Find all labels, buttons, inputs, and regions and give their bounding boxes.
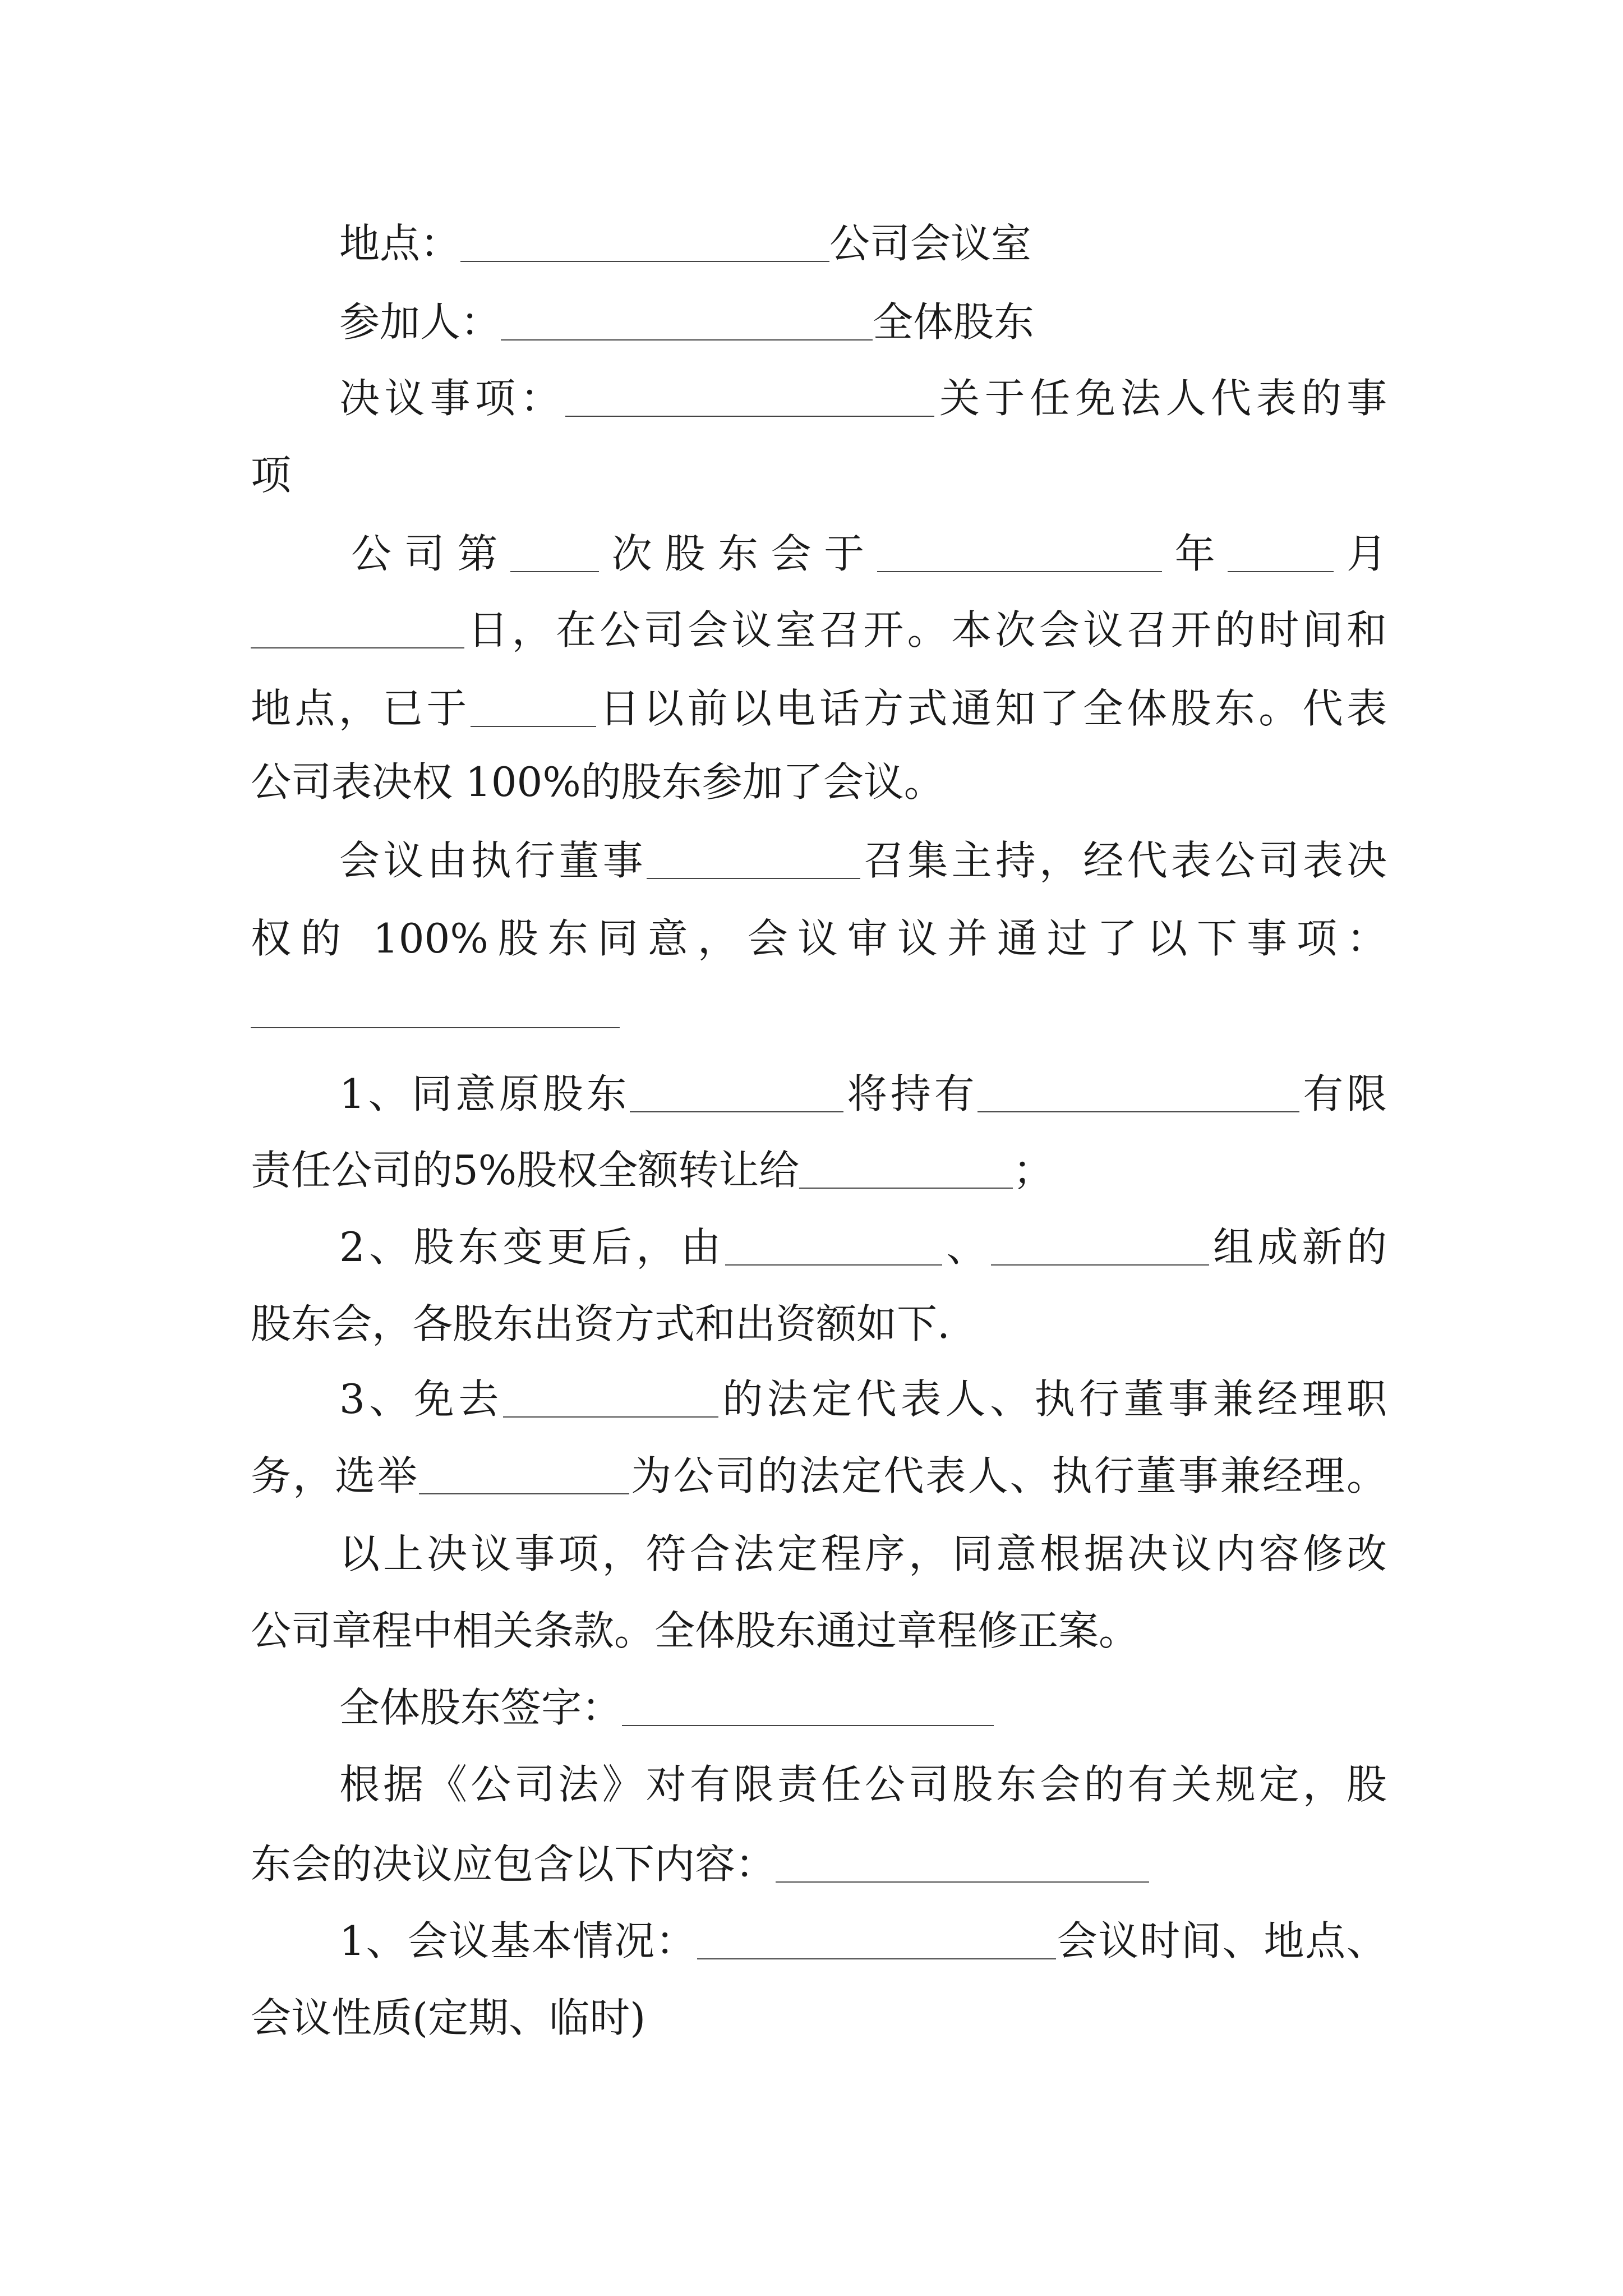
blank-line: [877, 537, 1162, 572]
line-text: 地点，已于: [251, 685, 471, 732]
doc-line: [251, 680, 1387, 737]
line-text: 3、免去: [339, 1375, 503, 1423]
item-3-line: [339, 1371, 1387, 1427]
line-text: 1、会议基本情况：: [339, 1917, 697, 1964]
doc-line: [339, 832, 1387, 889]
location-label: 地点：: [339, 220, 461, 267]
line-text: 的法定代表人、执行董事兼经理职: [718, 1375, 1387, 1423]
line-text: 权的 100%股东同意，会议审议并通过了以下事项：: [251, 915, 1387, 962]
line-text: 公司章程中相关条款。全体股东通过章程修正案。: [251, 1607, 1140, 1654]
doc-line: [251, 754, 1387, 810]
doc-line: [251, 910, 1387, 967]
attendees-line: [339, 294, 1387, 350]
resolution-matter-line: [339, 370, 1387, 426]
doc-line: [251, 447, 1387, 503]
blank-line: [647, 844, 860, 879]
blank-line: [776, 1848, 1149, 1883]
line-text: 东会的决议应包含以下内容：: [251, 1841, 776, 1888]
line-text: ；: [1013, 1147, 1054, 1194]
line-text: 务，选举: [251, 1452, 419, 1499]
blank-line: [697, 1925, 1056, 1959]
item-2-line: [339, 1219, 1387, 1275]
line-text: 有限: [1299, 1070, 1387, 1117]
line-text: 月: [1334, 530, 1387, 577]
line-text: 次股东会于: [599, 530, 877, 577]
line-text: 将持有: [843, 1070, 978, 1117]
line-text: 以上决议事项，符合法定程序，同意根据决议内容修改: [339, 1530, 1387, 1577]
item-1-line: [339, 1066, 1387, 1122]
line-text: 会议由执行董事: [339, 837, 647, 884]
blank-line: [503, 1383, 718, 1418]
blank-line: [630, 1078, 843, 1112]
line-text: 为公司的法定代表人、执行董事兼经理。: [629, 1452, 1387, 1499]
line-text: 2、股东变更后，由: [339, 1223, 725, 1271]
line-text: 会议时间、地点、: [1055, 1917, 1387, 1964]
blank-line: [460, 227, 829, 262]
line-text: 1、同意原股东: [339, 1070, 630, 1117]
blank-line: [799, 1154, 1013, 1189]
blank-line: [471, 692, 596, 727]
location-value: 公司会议室: [829, 220, 1032, 267]
line-text: 、: [942, 1223, 991, 1271]
line-text: 股东会，各股东出资方式和出资额如下.: [251, 1300, 950, 1347]
attendees-label: 参加人：: [339, 298, 501, 346]
line-text: 组成新的: [1209, 1223, 1387, 1271]
doc-line: [251, 1296, 1387, 1352]
blank-line: [622, 1691, 994, 1726]
location-line: [339, 215, 1387, 272]
line-text: 日以前以电话方式通知了全体股东。代表: [596, 685, 1387, 732]
signature-line: [339, 1680, 1387, 1736]
doc-line: [251, 982, 1387, 1038]
blank-line: [725, 1231, 942, 1266]
doc-line: [251, 1448, 1387, 1504]
doc-line: [251, 1836, 1387, 1892]
doc-line: [251, 602, 1387, 658]
doc-line: [251, 1990, 1387, 2046]
resolution-matter-label: 决议事项：: [339, 375, 566, 422]
doc-line: [339, 1526, 1387, 1582]
line-text: 项: [251, 452, 292, 499]
blank-line: [501, 306, 873, 341]
blank-line: [251, 614, 464, 648]
blank-line: [565, 382, 934, 417]
blank-line: [1228, 537, 1334, 572]
line-text: 根据《公司法》对有限责任公司股东会的有关规定，股: [339, 1761, 1387, 1808]
attendees-value: 全体股东: [873, 298, 1035, 346]
blank-line: [978, 1078, 1299, 1112]
line-text: 召集主持，经代表公司表决: [860, 837, 1387, 884]
doc-line: [339, 1913, 1387, 1969]
resolution-matter-value: 关于任免法人代表的事: [934, 375, 1387, 422]
doc-line: [251, 1142, 1387, 1198]
blank-line: [251, 993, 620, 1028]
line-text: 公司第: [351, 530, 510, 577]
line-text: 日，在公司会议室召开。本次会议召开的时间和: [464, 606, 1387, 654]
blank-line: [419, 1460, 629, 1494]
blank-line: [991, 1231, 1209, 1266]
line-text: 会议性质(定期、临时): [251, 1994, 646, 2041]
doc-line: [339, 1756, 1387, 1812]
line-text: 公司表决权 100%的股东参加了会议。: [251, 758, 944, 806]
line-text: 年: [1161, 530, 1228, 577]
line-text: 责任公司的5%股权全额转让给: [251, 1147, 800, 1194]
signature-label: 全体股东签字：: [339, 1684, 623, 1731]
meeting-date-line: [351, 526, 1387, 582]
doc-line: [251, 1603, 1387, 1659]
blank-line: [510, 537, 599, 572]
